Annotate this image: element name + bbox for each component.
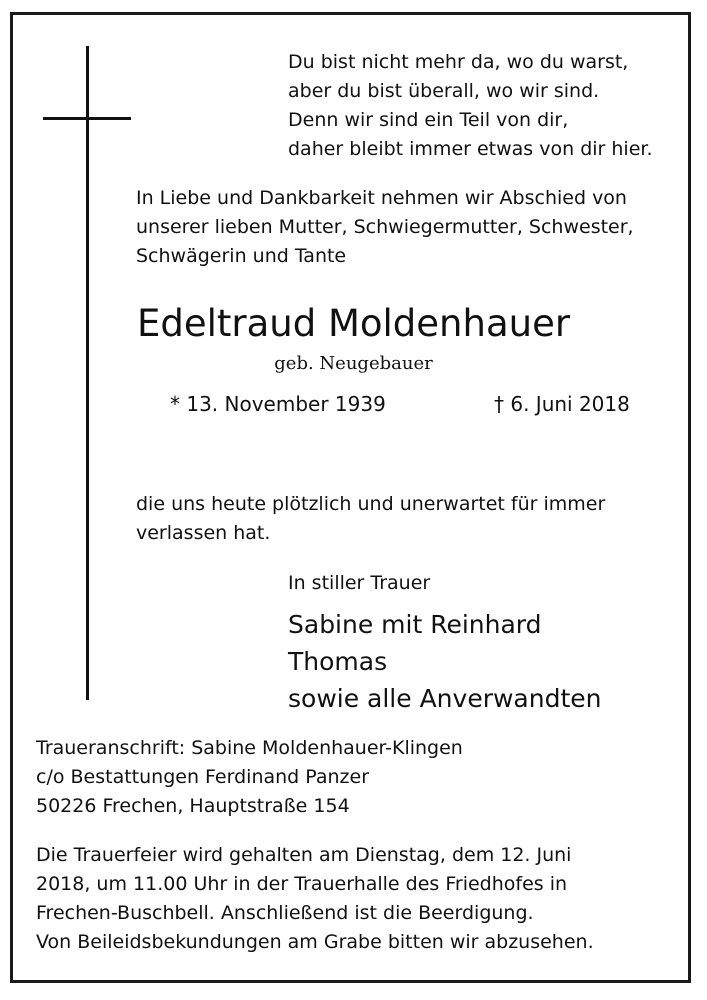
poem-line: Denn wir sind ein Teil von dir, xyxy=(288,109,569,131)
address-line: c/o Bestattungen Ferdinand Panzer xyxy=(36,766,370,788)
mourning-address xyxy=(36,734,463,821)
death-date: † 6. Juni 2018 xyxy=(494,392,630,416)
birth-name: geb. Neugebauer xyxy=(274,353,433,374)
address-line: 50226 Frechen, Hauptstraße 154 xyxy=(36,795,350,817)
poem-line: daher bleibt immer etwas von dir hier. xyxy=(288,138,653,160)
cross-icon-horizontal xyxy=(43,117,131,120)
mourner: Thomas xyxy=(288,647,388,676)
deceased-name: Edeltraud Moldenhauer xyxy=(136,302,571,345)
service-line: Frechen-Buschbell. Anschließend ist die Beerdigung. xyxy=(36,902,534,924)
mourner: Sabine mit Reinhard xyxy=(288,610,542,639)
intro-paragraph xyxy=(136,184,634,271)
service-line: Von Beileidsbekundungen am Grabe bitten wir abzusehen. xyxy=(36,931,594,953)
after-paragraph xyxy=(136,490,671,548)
poem xyxy=(288,48,653,164)
intro-line: Schwägerin und Tante xyxy=(136,245,347,267)
birth-date: * 13. November 1939 xyxy=(170,392,386,416)
funeral-service-info xyxy=(36,841,666,957)
poem-line: aber du bist überall, wo wir sind. xyxy=(288,80,600,102)
address-line: Traueranschrift: Sabine Moldenhauer-Klingen xyxy=(36,737,463,759)
after-line: verlassen hat. xyxy=(136,522,271,544)
poem-line: Du bist nicht mehr da, wo du warst, xyxy=(288,51,629,73)
mourners-list xyxy=(288,606,602,717)
service-line: Die Trauerfeier wird gehalten am Dienstag, dem 12. Juni xyxy=(36,844,572,866)
mourner: sowie alle Anverwandten xyxy=(288,684,602,713)
after-line: die uns heute plötzlich und unerwartet für immer xyxy=(136,493,606,515)
service-line: 2018, um 11.00 Uhr in der Trauerhalle des Friedhofes in xyxy=(36,873,568,895)
intro-line: In Liebe und Dankbarkeit nehmen wir Abschied von xyxy=(136,187,627,209)
grief-label: In stiller Trauer xyxy=(288,572,431,594)
intro-line: unserer lieben Mutter, Schwiegermutter, Schwester, xyxy=(136,216,634,238)
